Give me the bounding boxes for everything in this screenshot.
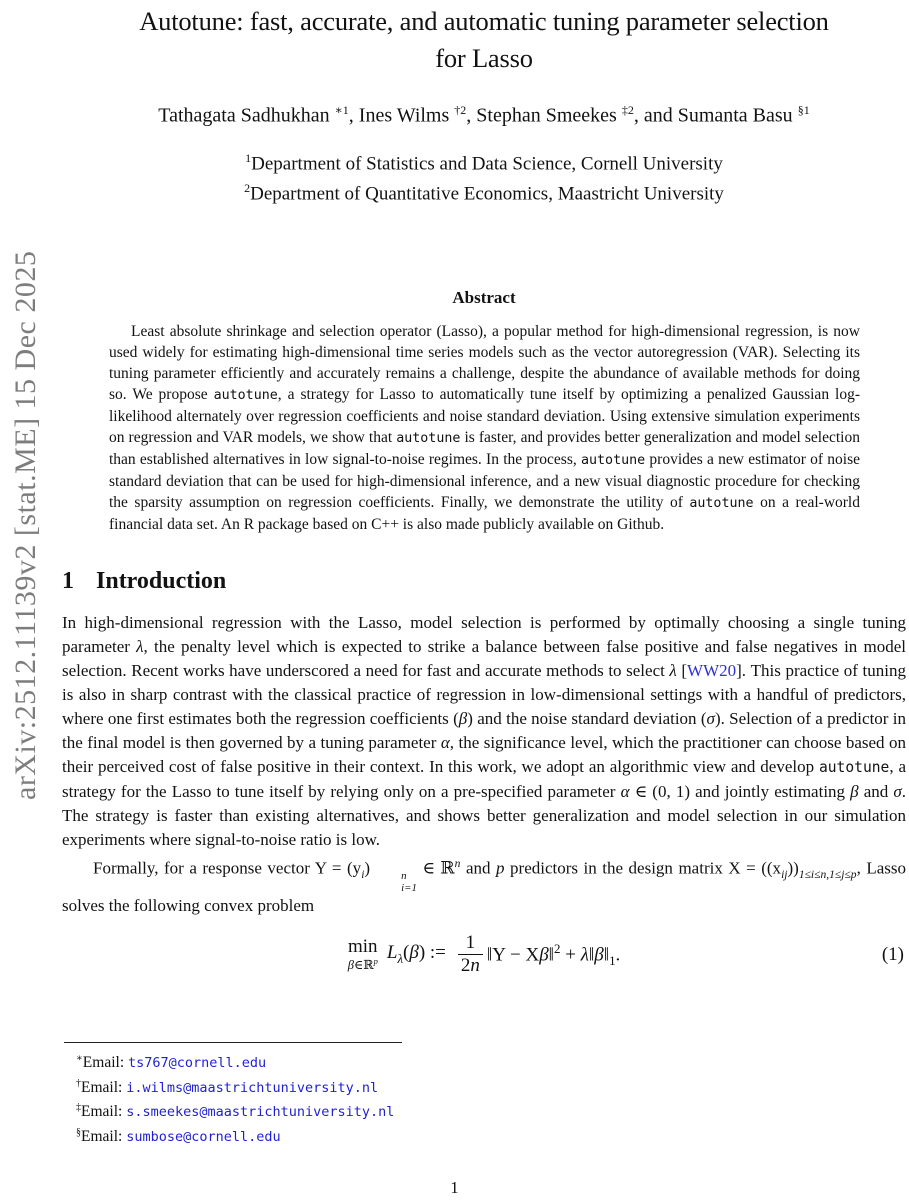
equation-fraction: [458, 932, 483, 977]
paper-title-line-2: for Lasso: [435, 43, 533, 73]
affiliations: [62, 146, 906, 207]
affiliation-text-1: Department of Statistics and Data Science, Cornell University: [251, 152, 723, 174]
footnote-marker: ‡: [76, 1102, 81, 1114]
equation-fraction-denominator: 2n: [458, 954, 483, 977]
footnote-label: Email:: [81, 1128, 127, 1146]
footnote-marker: ∗: [76, 1053, 83, 1064]
equation-min-operator: min β∈ℝ$^p$: [347, 935, 378, 972]
email-link[interactable]: s.smeekes@maastrichtuniversity.nl: [126, 1104, 395, 1121]
lasso-equation: [62, 932, 906, 977]
footnote-marker: †: [76, 1077, 81, 1089]
footnote-item: [76, 1074, 622, 1099]
footnote-marker: §: [76, 1126, 81, 1138]
intro-paragraph-1: In high-dimensional regression with the Lasso, model selection is performed by optimally choosing a single tuning parameter λ, the penalty level which is expected to strike a balance between false positive and false negatives in model selection. Recent works have underscored a need for fast and accurate methods to select λ [WW20]. This practice of tuning is also in sharp contrast with the classical practice of regression in low-dimensional settings with a handful of predictors, where one first estimates both the regression coefficients (β) and the noise standard deviation (σ). Selection of a predictor in the final model is then governed by a tuning parameter α, the significance level, which the practitioner can choose based on their perceived cost of false positive in their context. In this work, we adopt an algorithmic view and develop autotune, a strategy for the Lasso to tune itself by relying only on a pre-specified parameter α ∈ (0, 1) and jointly estimating β and σ. The strategy is faster than existing alternatives, and shows better generalization and model selection in our simulation experiments where signal-to-noise ratio is low.: [62, 613, 907, 850]
paper-title-line-1: Autotune: fast, accurate, and automatic tuning parameter selection: [139, 6, 829, 36]
section-number: 1: [62, 568, 74, 595]
equation-fraction-numerator: 1: [465, 932, 476, 954]
footnotes: [62, 1042, 622, 1148]
abstract-text: Least absolute shrinkage and selection operator (Lasso), a popular method for high-dimensional regression, is now used widely for estimating high-dimensional time series models such as the vector autoregression (VAR). Selecting its tuning parameter efficiently and accurately remains a challenge, despite the abundance of available methods for doing so. We propose autotune, a strategy for Lasso to automatically tune itself by optimizing a penalized Gaussian log-likelihood alternately over regression coefficients and noise standard deviation. Using extensive simulation experiments on regression and VAR models, we show that autotune is faster, and provides better generalization and model selection than established alternatives in low signal-to-noise regimes. In the process, autotune provides a new estimator of noise standard deviation that can be used for high-dimensional inference, and a new visual diagnostic procedure for checking the sparsity assumption on regression coefficients. Finally, we demonstrate the utility of autotune on a real-world financial data set. An R package based on C++ is also made publicly available on Github.: [109, 323, 860, 534]
affiliation-line-2: [62, 176, 906, 206]
intro-paragraph-2: Formally, for a response vector $Y = (y_i)$ n i=1 ∈ ℝ$^n$ and p predictors in the design matrix $X = ((x_{ij}))_{1\le i\le n,1\le j\le p}$, Lasso solves the following convex problem: [62, 857, 906, 916]
footnote-item: [76, 1049, 622, 1074]
email-link[interactable]: sumbose@cornell.edu: [126, 1129, 281, 1146]
affiliation-text-2: Department of Quantitative Economics, Maastricht University: [250, 183, 724, 205]
page-number: 1: [450, 1178, 459, 1197]
footnote-label: Email:: [81, 1078, 127, 1096]
footnote-item: [76, 1123, 622, 1148]
footnote-rule: [64, 1042, 402, 1043]
footnote-label: Email:: [82, 1054, 128, 1072]
email-link[interactable]: i.wilms@maastrichtuniversity.nl: [126, 1079, 379, 1096]
equation-min-subscript: β∈ℝ$^p$: [347, 955, 378, 972]
affiliation-marker-2: 2: [244, 180, 251, 195]
equation-rhs: ‖Y − Xβ‖$^2$ + $\lambda‖\beta‖_1$.: [486, 940, 621, 968]
authors-line: Tathagata Sadhukhan $^{∗1}$, Ines Wilms $^{\dagger 2}$, Stephan Smeekes $^{\ddagger 2}$, and Sumanta Basu $^{\S 1}$: [158, 103, 810, 127]
citation-link-ww20[interactable]: WW20: [687, 661, 737, 681]
paper-title: [62, 3, 906, 77]
affiliation-line-1: [62, 146, 906, 176]
footnote-label: Email:: [81, 1103, 127, 1121]
footnote-item: [76, 1098, 622, 1123]
paper-content: [62, 0, 906, 977]
section-1-heading: [62, 568, 906, 595]
equation-lhs: $L_\lambda(\beta)$ :=: [386, 942, 446, 966]
equation-number: (1): [881, 943, 904, 965]
email-link[interactable]: ts767@cornell.edu: [128, 1055, 267, 1072]
arxiv-watermark: arXiv:2512.11139v2 [stat.ME] 15 Dec 2025: [9, 250, 42, 800]
abstract-heading: Abstract: [452, 288, 516, 308]
affiliation-marker-1: 1: [245, 150, 252, 165]
section-title: Introduction: [96, 568, 227, 595]
